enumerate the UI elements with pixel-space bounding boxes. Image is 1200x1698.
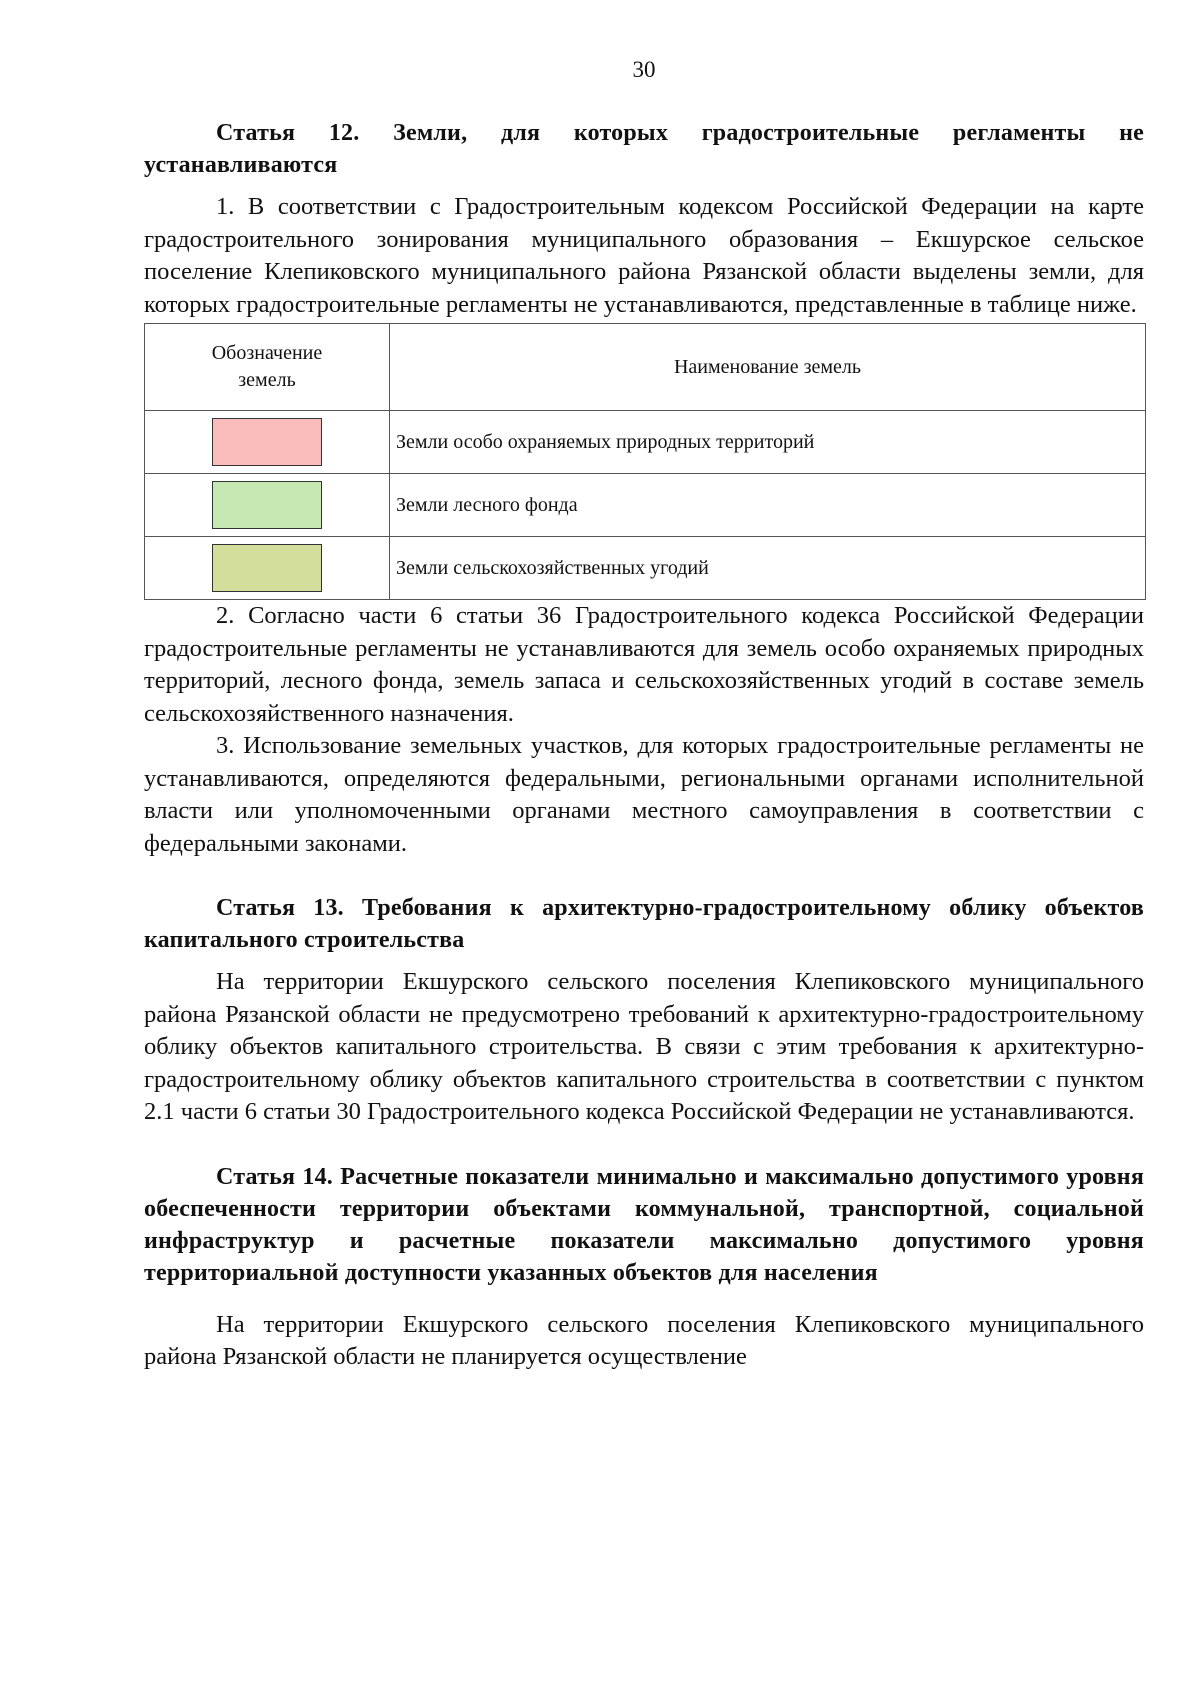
symbol-cell (145, 537, 390, 600)
table-row (145, 537, 1146, 600)
table-row (145, 474, 1146, 537)
lands-table (144, 323, 1146, 600)
symbol-cell (145, 411, 390, 474)
article-12-paragraph-3: 3. Использование земельных участков, для которых градостроительные регламенты не устанавливаются, определяются федеральными, региональными органами исполнительной власти или уполномоченными органами местного самоуправления в соответствии с федеральными законами. (144, 732, 1144, 857)
legend-swatch-forest (212, 481, 322, 529)
header-name: Наименование земель (390, 324, 1146, 411)
article-14-paragraph-1: На территории Екшурского сельского поселения Клепиковского муниципального района Рязанской области не планируется осуществление (144, 1310, 1144, 1370)
lands-table-header-row (145, 324, 1146, 411)
legend-swatch-agricultural (212, 544, 322, 592)
symbol-cell (145, 474, 390, 537)
land-name: Земли лесного фонда (390, 474, 1146, 537)
document-content (144, 117, 1144, 1374)
land-name: Земли сельскохозяйственных угодий (390, 537, 1146, 600)
article-13-paragraph-1: На территории Екшурского сельского поселения Клепиковского муниципального района Рязанской области не предусмотрено требований к архитектурно-градостроительному облику объектов капитального строительства. В связи с этим требования к архитектурно-градостроительному облику объектов капитального строительства в соответствии с пунктом 2.1 части 6 статьи 30 Градостроительного кодекса Российской Федерации не устанавливаются. (144, 968, 1144, 1125)
page-number: 30 (632, 57, 656, 82)
table-row (145, 411, 1146, 474)
article-14-heading: Статья 14. Расчетные показатели минимально и максимально допустимого уровня обеспеченности территории объектами коммунальной, транспортной, социальной инфраструктур и расчетные показатели максимально допустимого уровня территориальной доступности указанных объектов для населения (144, 1163, 1144, 1286)
article-13-heading: Статья 13. Требования к архитектурно-градостроительному облику объектов капитального строительства (144, 895, 1144, 953)
header-symbol (145, 324, 390, 411)
article-12-paragraph-1: 1. В соответствии с Градостроительным кодексом Российской Федерации на карте градостроительного зонирования муниципального образования – Екшурское сельское поселение Клепиковского муниципального района Рязанской области выделены земли, для которых градостроительные регламенты не устанавливаются, представленные в таблице ниже. (144, 193, 1144, 318)
header-symbol-label: Обозначение земель (211, 342, 323, 391)
article-12-heading: Статья 12. Земли, для которых градостроительные регламенты не устанавливаются (144, 120, 1144, 178)
legend-swatch-protected (212, 418, 322, 466)
article-12-paragraph-2: 2. Согласно части 6 статьи 36 Градостроительного кодекса Российской Федерации градостроительные регламенты не устанавливаются для земель особо охраняемых природных территорий, лесного фонда, земель запаса и сельскохозяйственных угодий в составе земель сельскохозяйственного назначения. (144, 602, 1144, 727)
land-name: Земли особо охраняемых природных территорий (390, 411, 1146, 474)
